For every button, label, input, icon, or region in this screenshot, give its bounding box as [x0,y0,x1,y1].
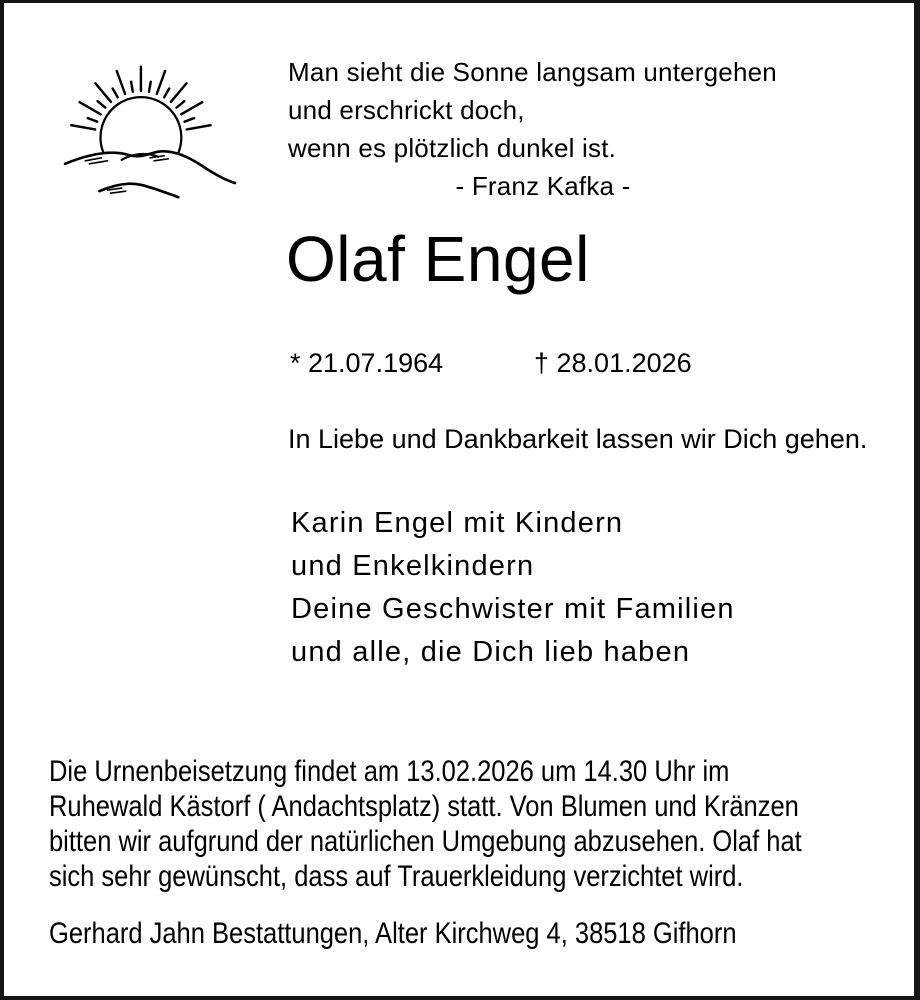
deceased-name: Olaf Engel [286,223,590,295]
burial-notice [49,754,908,894]
sunset-over-hills-icon [57,59,239,207]
quote-line: und erschrickt doch, [288,95,525,125]
mourner-line: Karin Engel mit Kindern [291,507,624,539]
farewell-line: In Liebe und Dankbarkeit lassen wir Dich gehen. [288,424,868,454]
hill-mask [57,151,239,206]
birth-date: * 21.07.1964 [290,348,444,378]
funeral-home-info: Gerhard Jahn Bestattungen, Alter Kirchweg 4, 38518 Gifhorn [49,917,737,950]
mourner-line: und Enkelkindern [291,550,535,582]
quote-line: Man sieht die Sonne langsam untergehen [288,57,777,87]
notice-line: sich sehr gewünscht, dass auf Trauerkleidung verzichtet wird. [49,860,744,893]
quote-line: wenn es plötzlich dunkel ist. [288,133,617,163]
notice-line: Die Urnenbeisetzung findet am 13.02.2026 um 14.30 Uhr im [49,755,730,788]
memorial-quote [288,53,798,205]
mourner-line: und alle, die Dich lieb haben [291,636,691,668]
notice-line: bitten wir aufgrund der natürlichen Umgebung abzusehen. Olaf hat [49,825,802,858]
quote-attribution: - Franz Kafka - [455,171,631,201]
notice-line: Ruhewald Kästorf ( Andachtsplatz) statt. Von Blumen und Kränzen [49,790,799,823]
death-date: † 28.01.2026 [534,348,692,378]
life-dates [290,347,692,379]
mourners-list [291,502,735,674]
mourner-line: Deine Geschwister mit Familien [291,593,735,625]
